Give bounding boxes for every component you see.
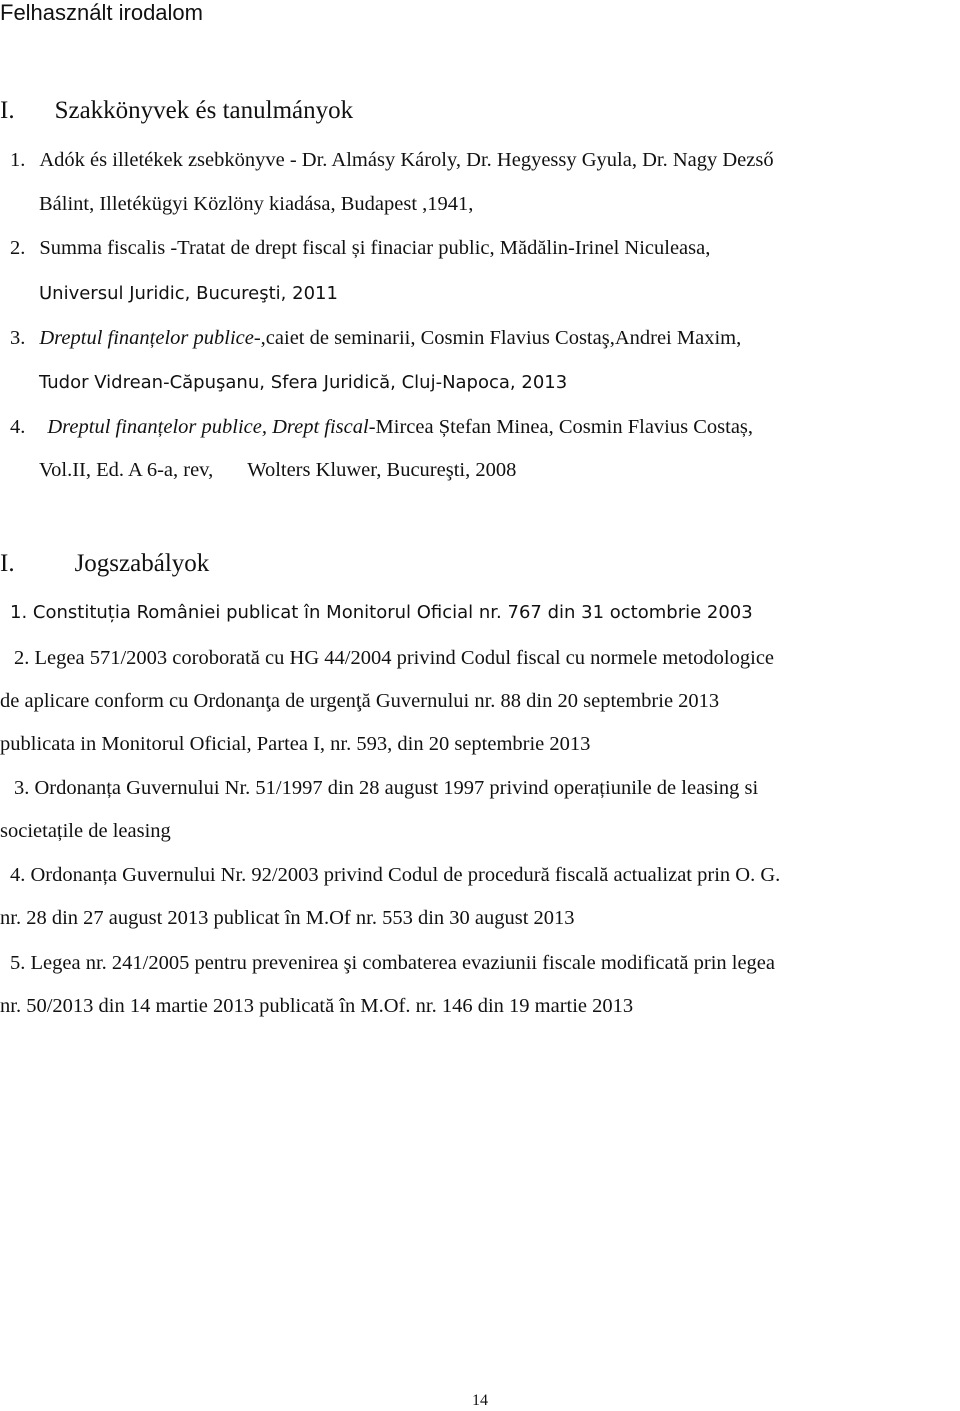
law-line-4: publicata in Monitorul Oficial, Partea I, nr. 593, din 20 septembrie 2013	[0, 733, 591, 755]
law-line-6: societațile de leasing	[0, 820, 171, 842]
section1-heading	[0, 96, 353, 126]
section1-title: Szakkönyvek és tanulmányok	[54, 97, 354, 124]
law-line-3: de aplicare conform cu Ordonanţa de urgenţă Guvernului nr. 88 din 20 septembrie 2013	[0, 690, 720, 712]
reference-item-1-line1	[10, 147, 774, 173]
reference-item-4-line1	[10, 414, 753, 440]
reference-item-3-line2: Tudor Vidrean-Căpuşanu, Sfera Juridică, Cluj-Napoca, 2013	[39, 372, 568, 393]
item-text: Vol.II, Ed. A 6-a, rev,	[39, 459, 214, 481]
section2-title: Jogszabályok	[74, 550, 210, 577]
reference-item-3-line1	[10, 325, 741, 351]
section2-number: I.	[0, 550, 15, 577]
law-line-2: 2. Legea 571/2003 coroborată cu HG 44/2004 privind Codul fiscal cu normele metodologice	[14, 647, 775, 669]
reference-item-2-line1	[10, 235, 710, 261]
page-title: Felhasznált irodalom	[0, 0, 203, 25]
item-text: -,caiet de seminarii, Cosmin Flavius Costaş,Andrei Maxim,	[253, 327, 742, 349]
reference-item-1-line2: Bálint, Illetékügyi Közlöny kiadása, Budapest ,1941,	[39, 193, 474, 215]
section2-heading	[0, 549, 209, 579]
item-text: Wolters Kluwer, Bucureşti, 2008	[247, 459, 517, 481]
section1-number: I.	[0, 97, 15, 124]
item-text: Summa fiscalis -Tratat de drept fiscal și finaciar public, Mădălin-Irinel Niculeasa,	[39, 237, 711, 259]
law-line-5: 3. Ordonanța Guvernului Nr. 51/1997 din 28 august 1997 privind operațiunile de leasing si	[14, 777, 759, 799]
reference-item-4-line2	[39, 457, 516, 483]
item-title-italic: Dreptul finanțelor publice	[39, 327, 254, 349]
item-number: 4.	[10, 416, 26, 438]
page-number: 14	[472, 1392, 488, 1409]
law-line-8: nr. 28 din 27 august 2013 publicat în M.Of nr. 553 din 30 august 2013	[0, 907, 575, 929]
item-text: Adók és illetékek zsebkönyve - Dr. Almásy Károly, Dr. Hegyessy Gyula, Dr. Nagy Dezső	[39, 149, 774, 171]
law-line-10: nr. 50/2013 din 14 martie 2013 publicată în M.Of. nr. 146 din 19 martie 2013	[0, 995, 634, 1017]
law-line-7: 4. Ordonanța Guvernului Nr. 92/2003 privind Codul de procedură fiscală actualizat prin O. G.	[10, 864, 781, 886]
reference-item-2-line2: Universul Juridic, Bucureşti, 2011	[39, 283, 338, 304]
law-line-9: 5. Legea nr. 241/2005 pentru prevenirea şi combaterea evaziunii fiscale modificată prin legea	[10, 952, 776, 974]
item-title-italic: Dreptul finanțelor publice, Drept fiscal	[47, 416, 369, 438]
item-number: 2.	[10, 237, 26, 259]
item-number: 3.	[10, 327, 26, 349]
item-text: -Mircea Ștefan Minea, Cosmin Flavius Costaș,	[368, 416, 754, 438]
law-line-1: 1. Constituția României publicat în Monitorul Oficial nr. 767 din 31 octombrie 2003	[10, 602, 753, 623]
item-number: 1.	[10, 149, 26, 171]
